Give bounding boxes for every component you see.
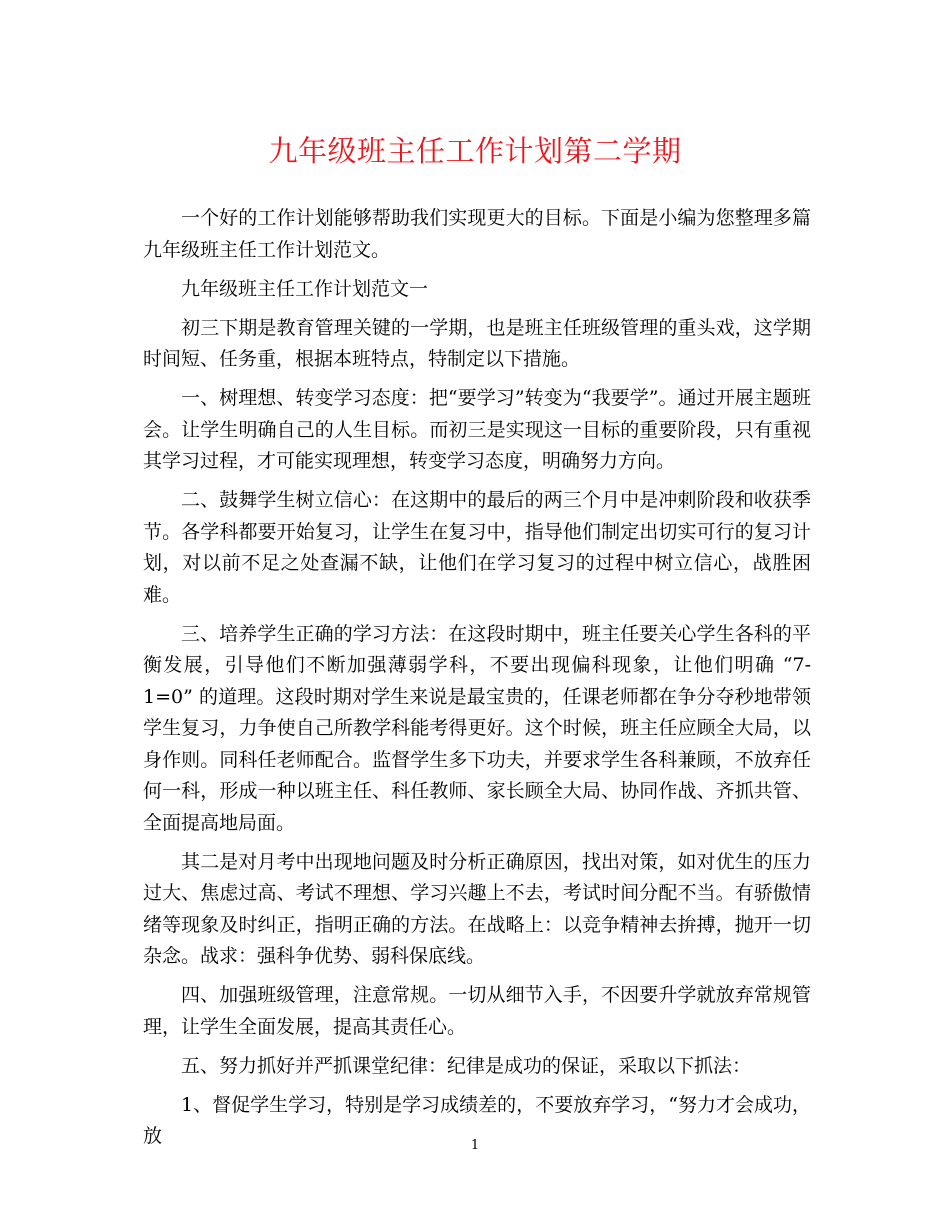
paragraph-subheading: 九年级班主任工作计划范文一 (181, 277, 429, 300)
document-body (143, 203, 811, 1160)
paragraph: 四、加强班级管理，注意常规。一切从细节入手，不因要升学就放弃常规管理，让学生全面发展，提高其责任心。 (143, 984, 811, 1038)
document-title: 九年级班主任工作计划第二学期 (268, 134, 682, 168)
paragraph: 三、培养学生正确的学习方法：在这段时期中，班主任要关心学生各科的平衡发展，引导他们不断加强薄弱学科，不要出现偏科现象，让他们明确 “7-1=0” 的道理。这段时期对学生来说是最宝贵的，任课老师都在争分夺秒地带领学生复习，力争使自己所教学科能考得更好。这个时候，班主任应顾全大局，以身作则。同科任老师配合。监督学生多下功夫，并要求学生各科兼顾，不放弃任何一科，形成一种以班主任、科任教师、家长顾全大局、协同作战、齐抓共管、全面提高地局面。 (143, 622, 811, 834)
paragraph: 五、努力抓好并严抓课堂纪律：纪律是成功的保证，采取以下抓法： (181, 1054, 752, 1077)
page-number: 1 (470, 1138, 480, 1153)
paragraph-intro: 一个好的工作计划能够帮助我们实现更大的目标。下面是小编为您整理多篇九年级班主任工作计划范文。 (143, 207, 811, 261)
paragraph: 1、督促学生学习，特别是学习成绩差的，不要放弃学习，“努力才会成功，放 (143, 1093, 811, 1147)
paragraph: 其二是对月考中出现地问题及时分析正确原因，找出对策，如对优生的压力过大、焦虑过高、考试不理想、学习兴趣上不去，考试时间分配不当。有骄傲情绪等现象及时纠正，指明正确的方法。在战略上：以竞争精神去拚搏，抛开一切杂念。战求：强科争优势、弱科保底线。 (143, 850, 811, 967)
paragraph: 初三下期是教育管理关键的一学期，也是班主任班级管理的重头戏，这学期时间短、任务重，根据本班特点，特制定以下措施。 (143, 316, 811, 370)
paragraph: 一、树理想、转变学习态度：把“要学习”转变为“我要学”。通过开展主题班会。让学生明确自己的人生目标。而初三是实现这一目标的重要阶段，只有重视其学习过程，才可能实现理想，转变学习态度，明确努力方向。 (143, 387, 811, 472)
paragraph: 二、鼓舞学生树立信心：在这期中的最后的两三个月中是冲刺阶段和收获季节。各学科都要开始复习，让学生在复习中，指导他们制定出切实可行的复习计划，对以前不足之处查漏不缺，让他们在学习复习的过程中树立信心，战胜困难。 (143, 489, 811, 606)
